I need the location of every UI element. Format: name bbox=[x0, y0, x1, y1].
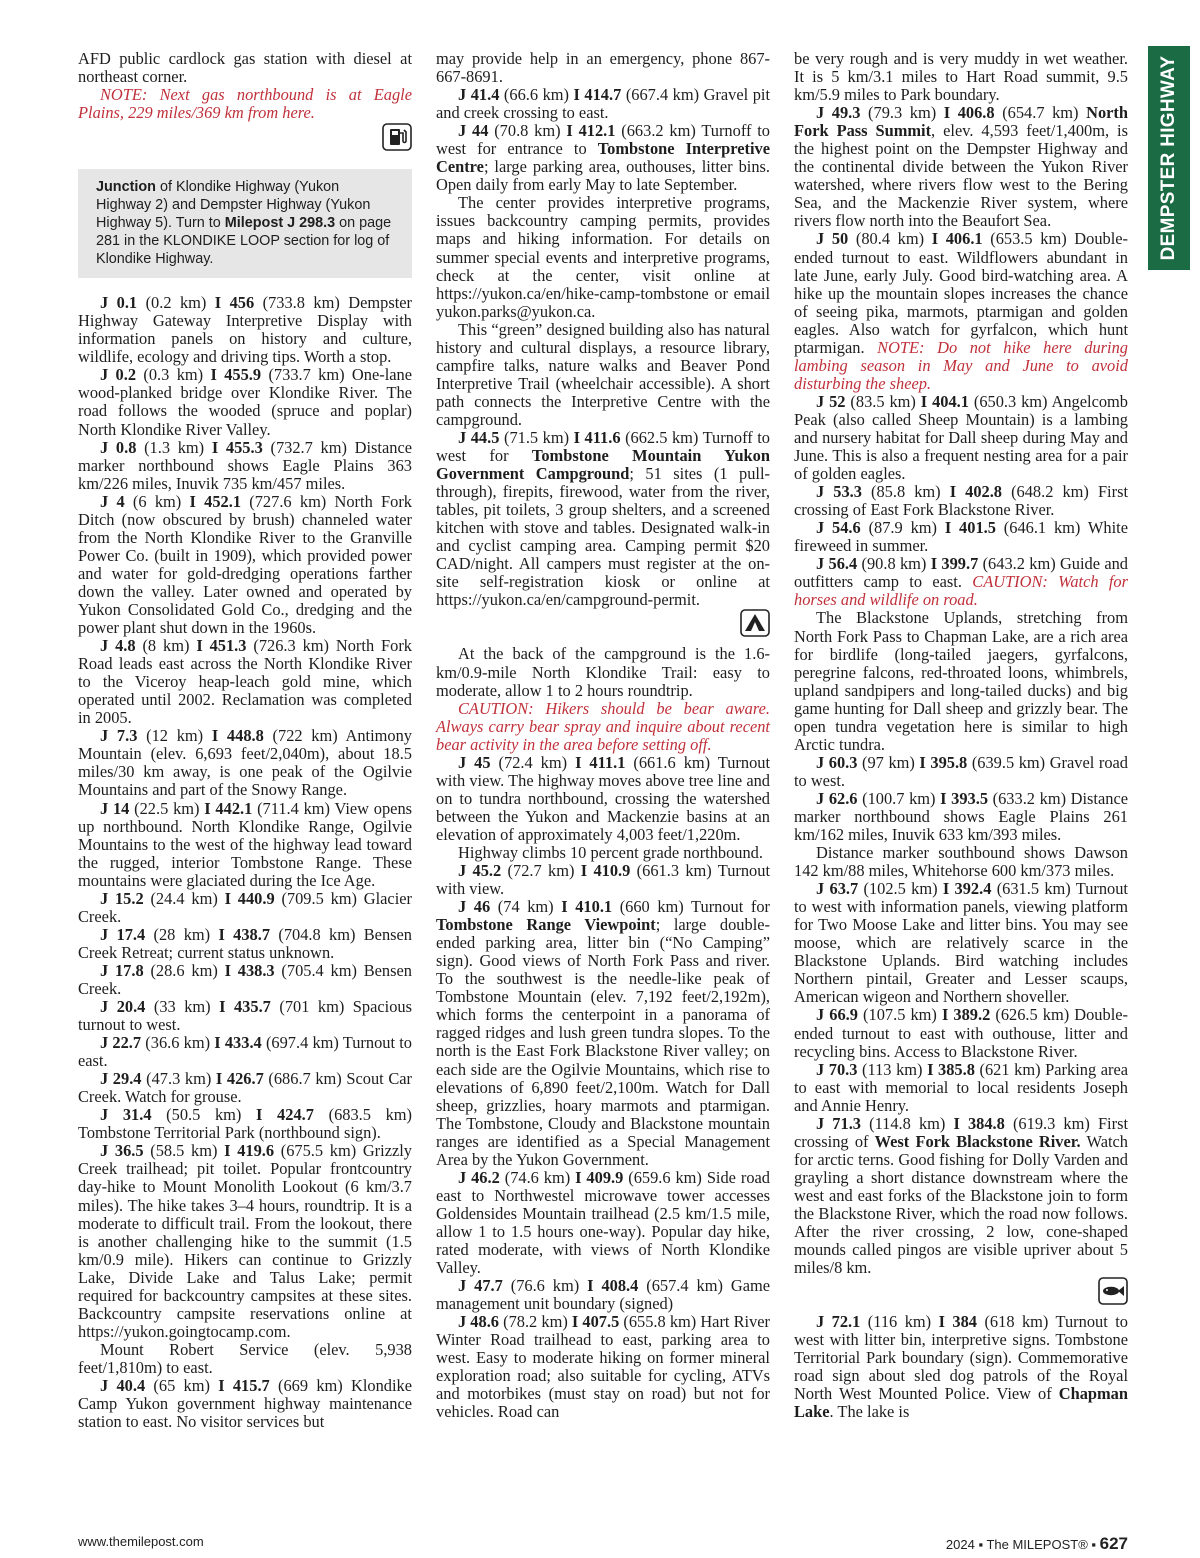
log-entry bbox=[794, 754, 1128, 790]
milepost-j: J 44 bbox=[458, 121, 489, 141]
log-entry bbox=[78, 493, 412, 637]
log-entry bbox=[794, 1006, 1128, 1060]
milepost-j: J 70.3 bbox=[816, 1059, 858, 1079]
milepost-j: J 4 bbox=[100, 491, 125, 511]
gas-note: NOTE: Next gas northbound is at Eagle Plains, 229 miles/369 km from here. bbox=[78, 85, 412, 123]
junction-box bbox=[78, 169, 412, 278]
gas-icon-wrap bbox=[78, 123, 412, 151]
milepost-j: J 22.7 bbox=[100, 1033, 142, 1053]
trail-paragraph: At the back of the campground is the 1.6-km/0.9-mile North Klondike Trail: easy to moderate, allow 1 to 2 hours roundtrip. bbox=[436, 644, 770, 700]
footer-website: www.themilepost.com bbox=[78, 1534, 204, 1549]
log-entry bbox=[436, 1277, 770, 1313]
milepost-i: I 411.1 bbox=[575, 752, 626, 772]
milepost-km: (66.6 km) bbox=[499, 85, 574, 105]
entry-text: (648.2 km) First crossing of East Fork Blackstone River. bbox=[794, 482, 1129, 520]
milepost-i: I 410.9 bbox=[580, 861, 631, 881]
milepost-j: J 0.8 bbox=[100, 437, 137, 457]
milepost-i: I 406.1 bbox=[931, 229, 983, 249]
entry-text: (704.8 km) Bensen Creek Retreat; current status unknown. bbox=[78, 924, 412, 962]
milepost-km: (28 km) bbox=[145, 924, 219, 944]
milepost-km: (100.7 km) bbox=[857, 788, 941, 808]
milepost-j: J 45.2 bbox=[458, 861, 502, 881]
milepost-j: J 56.4 bbox=[816, 554, 858, 574]
milepost-km: (85.8 km) bbox=[861, 482, 950, 502]
milepost-i: I 442.1 bbox=[204, 798, 253, 818]
milepost-i: I 385.8 bbox=[927, 1059, 975, 1079]
entry-text: (643.2 km) Guide and outfitters camp to east. bbox=[794, 554, 1129, 592]
milepost-j: J 20.4 bbox=[100, 997, 146, 1017]
mount-robert-text: Mount Robert Service (elev. 5,938 feet/1,810m) to east. bbox=[78, 1339, 412, 1377]
milepost-j: J 71.3 bbox=[816, 1113, 861, 1133]
entry-text: (661.6 km) Turnout with view. The highway moves above tree line and on to tundra northbound, crossing the watershed between the Yukon and Mackenzie basins at an elevation of approximately 4,003 feet/1,220m. bbox=[436, 752, 771, 844]
milepost-j: J 66.9 bbox=[816, 1005, 858, 1025]
milepost-j: J 45 bbox=[458, 752, 491, 772]
log-entry bbox=[436, 862, 770, 898]
column-1-entries bbox=[78, 294, 412, 1341]
milepost-j: J 52 bbox=[816, 391, 846, 411]
footer-page-info bbox=[946, 1534, 1128, 1554]
grade-paragraph: Highway climbs 10 percent grade northbound. bbox=[458, 842, 763, 862]
continued-text: be very rough and is very muddy in wet weather. It is 5 km/3.1 miles to Hart Road summit, 9.5 km/5.9 miles to Park boundary. bbox=[794, 49, 1128, 105]
place-name: North Fork Pass Summit bbox=[794, 103, 1128, 141]
wildlife-caution: CAUTION: Watch for horses and wildlife on road. bbox=[794, 572, 1128, 610]
milepost-km: (0.3 km) bbox=[136, 365, 211, 385]
milepost-j: J 36.5 bbox=[100, 1141, 144, 1161]
entry-text: (683.5 km) Tombstone Territorial Park (northbound sign). bbox=[78, 1105, 412, 1143]
milepost-km: (8 km) bbox=[135, 636, 197, 656]
milepost-j: J 7.3 bbox=[100, 726, 138, 746]
intro-text: AFD public cardlock gas station with diesel at northeast corner. bbox=[78, 49, 412, 87]
milepost-km: (28.6 km) bbox=[143, 960, 225, 980]
column-3 bbox=[794, 50, 1128, 1421]
page-number: 627 bbox=[1099, 1534, 1128, 1553]
entry-text: (631.5 km) Turnout to west with information panels, viewing platform for Two Moose Lake and litter bins. You may see moose, which are relatively scarce in the Blackstone Uplands. Bird watching includes Northern pintail, Greater and Lesser scaups, American wigeon and Northern shoveller. bbox=[794, 879, 1128, 1007]
milepost-km: (74 km) bbox=[490, 897, 562, 917]
milepost-j: J 47.7 bbox=[458, 1276, 503, 1296]
milepost-i: I 456 bbox=[214, 293, 255, 313]
place-name: Tombstone Mountain Yukon Government Campground bbox=[436, 446, 770, 484]
entry-text: , elev. 4,593 feet/1,400m, is the highest point on the Dempster Highway and the continental divide between the Yukon River watershed, where rivers flow west to the Bering Sea, and the Mackenzie River system, where rivers flow north into the Beaufort Sea. bbox=[794, 121, 1128, 231]
entry-text: ; large parking area, outhouses, litter bins. Open daily from early May to late September. bbox=[436, 157, 770, 195]
log-entry bbox=[794, 880, 1128, 1006]
milepost-i: I 435.7 bbox=[219, 997, 271, 1017]
log-entry bbox=[78, 1070, 412, 1106]
milepost-km: (12 km) bbox=[137, 726, 212, 746]
log-entry bbox=[78, 1034, 412, 1070]
log-entry bbox=[78, 926, 412, 962]
uplands-paragraph: The Blackstone Uplands, stretching from North Fork Pass to Chapman Lake, are a rich area for birdlife (long-tailed jaegers, gyrfalcons, peregrine falcons, red-throated loons, whimbrels, upland sandpipers and long-tailed ducks) and big game hunting for Dall sheep and grizzly bear. The open tundra vegetation here is similar to high Arctic tundra. bbox=[794, 608, 1128, 754]
log-entry bbox=[78, 1377, 412, 1431]
milepost-km: (0.2 km) bbox=[137, 293, 215, 313]
milepost-j: J 17.8 bbox=[100, 960, 144, 980]
milepost-i: I 455.3 bbox=[211, 437, 263, 457]
milepost-i: I 419.6 bbox=[224, 1141, 275, 1161]
milepost-km: (50.5 km) bbox=[151, 1105, 257, 1125]
milepost-j: J 49.3 bbox=[816, 103, 861, 123]
column-2 bbox=[436, 50, 770, 1421]
log-entry bbox=[78, 439, 412, 493]
section-tab-label: DEMPSTER HIGHWAY bbox=[1158, 55, 1179, 261]
milepost-km: (6 km) bbox=[124, 491, 190, 511]
junction-text-2: on page 281 in the KLONDIKE LOOP section for log of Klondike Highway. bbox=[96, 215, 392, 268]
milepost-j: J 62.6 bbox=[816, 788, 858, 808]
entry-text: (732.7 km) Distance marker northbound shows Eagle Plains 363 km/226 miles, Inuvik 735 km/457 miles. bbox=[78, 437, 412, 493]
entry-text: ; large double-ended parking area, litter bin (“No Camping” sign). Good views of North Fork Pass and river. To the southwest is the needle-like peak of Tombstone Mountain (elev. 7,192 feet/2,192m), which forms the centerpoint in a panorama of ragged ridges and lush green tundra slopes. To the north is the East Fork Blackstone River valley; on each side are the Ogilvie Mountains, which rise to elevations of 6,890 feet/2,100m. Watch for Dall sheep, grizzlies, hoary marmots and ptarmigan. The Tombstone, Cloudy and Blackstone mountain ranges are identified as a Special Management Area by the Yukon Government. bbox=[436, 915, 770, 1169]
lambing-note: NOTE: Do not hike here during lambing season in May and June to avoid disturbing the sheep. bbox=[794, 337, 1128, 393]
milepost-j: J 0.2 bbox=[100, 365, 137, 385]
milepost-i: I 438.7 bbox=[218, 924, 271, 944]
log-entry bbox=[794, 555, 1128, 609]
milepost-j: J 50 bbox=[816, 229, 849, 249]
entry-text: . The lake is bbox=[829, 1402, 910, 1422]
milepost-i: I 404.1 bbox=[920, 391, 969, 411]
entry-text: (701 km) Spacious turnout to west. bbox=[78, 997, 412, 1035]
entry-text: (667.4 km) Gravel pit and creek crossing to east. bbox=[436, 85, 771, 123]
log-entry bbox=[78, 962, 412, 998]
milepost-i: I 402.8 bbox=[949, 482, 1003, 502]
entry-text: (669 km) Klondike Camp Yukon government highway maintenance station to east. No visitor services but bbox=[78, 1376, 413, 1432]
milepost-km: (33 km) bbox=[145, 997, 220, 1017]
milepost-km: (36.6 km) bbox=[141, 1033, 215, 1053]
milepost-km: (22.5 km) bbox=[129, 798, 205, 818]
log-entry bbox=[78, 998, 412, 1034]
milepost-km: (78.2 km) bbox=[499, 1312, 572, 1332]
milepost-km: (113 km) bbox=[857, 1059, 928, 1079]
milepost-i: I 451.3 bbox=[196, 636, 247, 656]
milepost-j: J 53.3 bbox=[816, 482, 862, 502]
junction-text-1: of Klondike Highway (Yukon Highway 2) and Dempster Highway (Yukon Highway 5). Turn to bbox=[96, 179, 371, 232]
milepost-km: (83.5 km) bbox=[845, 391, 921, 411]
gas-pump-icon bbox=[382, 123, 412, 151]
milepost-i: I 415.7 bbox=[218, 1376, 270, 1395]
milepost-km: (87.9 km) bbox=[860, 518, 945, 538]
junction-label: Junction bbox=[96, 179, 156, 196]
entry-text: (621 km) Parking area to east with memorial to local residents Joseph and Annie Henry. bbox=[794, 1059, 1129, 1115]
milepost-i: I 410.1 bbox=[561, 897, 613, 917]
log-entry bbox=[78, 800, 412, 890]
log-entry bbox=[436, 429, 770, 609]
section-side-tab bbox=[1148, 46, 1190, 270]
entry-text: (659.6 km) Side road east to Northwestel microwave tower accesses Goldensides Mountain trailhead (2.5 km/1.5 mile, allow 1 to 1.5 hours one-way). Popular day hike, rated moderate, with views of North Klondike Valley. bbox=[436, 1167, 770, 1278]
camp-icon-wrap bbox=[436, 609, 770, 637]
entry-text: (618 km) Turnout to west with litter bin, interpretive signs. Tombstone Territorial Park boundary (sign). Commemorative road sign about sled dog patrols of the Royal North West Mounted Police. View of bbox=[794, 1312, 1128, 1404]
log-entry bbox=[436, 1169, 770, 1277]
fish-icon-wrap bbox=[794, 1277, 1128, 1305]
milepost-i: I 399.7 bbox=[930, 554, 979, 574]
milepost-i: I 414.7 bbox=[573, 85, 622, 105]
milepost-km: (47.3 km) bbox=[141, 1069, 216, 1089]
milepost-j: J 41.4 bbox=[458, 85, 500, 105]
milepost-j: J 31.4 bbox=[100, 1105, 152, 1125]
milepost-i: I 411.6 bbox=[573, 427, 621, 447]
milepost-km: (107.5 km) bbox=[857, 1005, 942, 1025]
log-entry bbox=[436, 122, 770, 194]
milepost-i: I 433.4 bbox=[214, 1033, 262, 1053]
milepost-km: (102.5 km) bbox=[858, 879, 943, 899]
milepost-j: J 17.4 bbox=[100, 924, 146, 944]
log-entry bbox=[794, 519, 1128, 555]
milepost-i: I 440.9 bbox=[224, 888, 275, 908]
milepost-i: I 393.5 bbox=[940, 788, 989, 808]
milepost-j: J 40.4 bbox=[100, 1376, 146, 1395]
log-entry bbox=[78, 366, 412, 438]
milepost-km: (79.3 km) bbox=[860, 103, 944, 123]
milepost-km: (90.8 km) bbox=[857, 554, 931, 574]
log-entry bbox=[436, 898, 770, 1169]
entry-text: (705.4 km) Bensen Creek. bbox=[78, 960, 412, 998]
southbound-paragraph: Distance marker southbound shows Dawson 142 km/88 miles, Whitehorse 600 km/373 miles. bbox=[794, 843, 1128, 881]
log-entry bbox=[794, 393, 1128, 483]
log-entry bbox=[794, 790, 1128, 844]
milepost-km: (65 km) bbox=[145, 1376, 219, 1395]
milepost-i: I 406.8 bbox=[943, 103, 995, 123]
milepost-km: (80.4 km) bbox=[848, 229, 932, 249]
entry-text: (619.3 km) First crossing of bbox=[794, 1113, 1128, 1151]
milepost-i: I 452.1 bbox=[189, 491, 242, 511]
milepost-j: J 63.7 bbox=[816, 879, 859, 899]
log-entry bbox=[78, 637, 412, 727]
entry-text: (654.7 km) bbox=[994, 103, 1087, 123]
milepost-i: I 412.1 bbox=[566, 121, 616, 141]
entry-text: ; 51 sites (1 pull-through), firepits, firewood, water from the river, tables, pit toilets, 3 group shelters, and a screened kitchen with stove and tables. Designated walk-in and cyclist camping area. Camping permit $20 CAD/night. All campers must register at the on-site self-registration kiosk or online at https://yukon.ca/en/campground-permit. bbox=[436, 464, 770, 610]
entry-text: (697.4 km) Turnout to east. bbox=[78, 1033, 412, 1071]
milepost-j: J 46 bbox=[458, 897, 491, 917]
milepost-j: J 44.5 bbox=[458, 427, 500, 447]
entry-text: (686.7 km) Scout Car Creek. Watch for grouse. bbox=[78, 1069, 412, 1107]
entry-text: (646.1 km) White fireweed in summer. bbox=[794, 518, 1128, 556]
log-entry bbox=[78, 294, 412, 366]
junction-milepost: Milepost J 298.3 bbox=[224, 215, 336, 232]
milepost-j: J 60.3 bbox=[816, 752, 858, 772]
entry-text: Watch for arctic terns. Good fishing for Dolly Varden and grayling a short distance downstream where the west and east forks of the Blackstone join to form the Blackstone River, which the road now follows. After the river crossing, 2 low, cone-shaped mounds called pingos are visible upriver about 5 miles/8 km. bbox=[794, 1131, 1128, 1278]
entry-text: (660 km) Turnout for bbox=[612, 897, 770, 917]
milepost-i: I 448.8 bbox=[211, 726, 264, 746]
log-entry bbox=[436, 754, 770, 844]
milepost-i: I 438.3 bbox=[224, 960, 275, 980]
entry-text: (633.2 km) Distance marker northbound shows Eagle Plains 261 km/162 miles, Inuvik 633 km/393 miles. bbox=[794, 788, 1128, 845]
footer-publication: 2024 ▪ The MILEPOST® ▪ bbox=[945, 1537, 1096, 1552]
entry-text: (709.5 km) Glacier Creek. bbox=[78, 888, 412, 926]
milepost-j: J 0.1 bbox=[100, 293, 138, 313]
bear-caution: CAUTION: Hikers should be bear aware. Always carry bear spray and inquire about recent bear activity in the area before setting off. bbox=[436, 698, 770, 754]
milepost-km: (97 km) bbox=[857, 752, 920, 772]
log-entry bbox=[794, 1115, 1128, 1277]
milepost-i: I 455.9 bbox=[210, 365, 262, 385]
milepost-km: (116 km) bbox=[860, 1312, 939, 1332]
log-entry bbox=[78, 1106, 412, 1142]
entry-text: (655.8 km) Hart River Winter Road trailhead to east, parking area to west. Easy to moderate hiking on former mineral exploration road; also suitable for cycling, ATVs and motorbikes (must stay on road) but not for vehicles. Road can bbox=[436, 1312, 770, 1422]
milepost-km: (72.4 km) bbox=[490, 752, 576, 772]
milepost-i: I 384.8 bbox=[953, 1113, 1005, 1133]
log-entry bbox=[794, 483, 1128, 519]
milepost-km: (72.7 km) bbox=[501, 861, 581, 881]
milepost-i: I 408.4 bbox=[587, 1276, 639, 1296]
milepost-j: J 29.4 bbox=[100, 1069, 142, 1089]
log-entry bbox=[78, 1142, 412, 1341]
column-1 bbox=[78, 50, 412, 1431]
milepost-km: (70.8 km) bbox=[488, 121, 567, 141]
entry-text: (675.5 km) Grizzly Creek trailhead; pit toilet. Popular frontcountry day-hike to Mount Monolith Lookout (6 km/3.7 miles). The hike takes 3–4 hours, roundtrip. It is a moderate to difficult trail. From the lookout, there is another challenging hike to the summit (1.5 km/0.9 mile). Hikers can continue to Grizzly Lake, Divide Lake and Talus Lake; permit required for backcountry campsites at these sites. Backcountry campsite reservations online at https://yukon.goingtocamp.com. bbox=[78, 1141, 412, 1341]
milepost-km: (58.5 km) bbox=[143, 1141, 225, 1161]
entry-text: (727.6 km) North Fork Ditch (now obscured by brush) channeled water from the North Klondike River to the Granville Power Co. (built in 1909), which provided power and water for gold-dredging operations farther down the valley. Later owned and operated by Yukon Consolidated Gold Co., dredging and the power plant shut down in the 1960s. bbox=[78, 491, 412, 638]
entry-text: (711.4 km) View opens up northbound. North Klondike Range, Ogilvie Mountains to the west of the highway lead toward the rugged, interior Tombstone Range. These mountains were glaciated during the Ice Age. bbox=[78, 798, 413, 890]
milepost-j: J 54.6 bbox=[816, 518, 861, 538]
milepost-km: (76.6 km) bbox=[502, 1276, 588, 1296]
place-name: West Fork Blackstone River. bbox=[874, 1131, 1081, 1151]
milepost-j: J 48.6 bbox=[458, 1312, 499, 1332]
milepost-i: I 392.4 bbox=[942, 879, 992, 899]
entry-text: (626.5 km) Double-ended turnout to east with outhouse, litter and recycling bins. Access to Blackstone River. bbox=[794, 1005, 1128, 1061]
continued-text: may provide help in an emergency, phone 867-667-8691. bbox=[436, 49, 770, 87]
milepost-i: I 426.7 bbox=[215, 1069, 264, 1089]
log-entry bbox=[78, 890, 412, 926]
log-entry bbox=[78, 727, 412, 799]
milepost-km: (71.5 km) bbox=[499, 427, 574, 447]
entry-text: (657.4 km) Game management unit boundary (signed) bbox=[436, 1276, 770, 1314]
milepost-i: I 395.8 bbox=[919, 752, 968, 772]
milepost-i: I 384 bbox=[938, 1312, 978, 1332]
milepost-j: J 72.1 bbox=[816, 1312, 861, 1332]
milepost-j: J 15.2 bbox=[100, 888, 144, 908]
milepost-j: J 4.8 bbox=[100, 636, 136, 656]
green-building-paragraph: This “green” designed building also has natural history and cultural displays, a resource library, campfire talks, nature walks and Beaver Pond Interpretive Trail (wheelchair accessible). A short path connects the Interpretive Centre with the campground. bbox=[436, 319, 770, 429]
milepost-km: (114.8 km) bbox=[861, 1113, 954, 1133]
entry-text: (733.8 km) Dempster Highway Gateway Interpretive Display with information panels on history and culture, wildlife, ecology and driving tips. Worth a stop. bbox=[78, 293, 412, 367]
place-name: Chapman Lake bbox=[794, 1384, 1128, 1422]
log-entry bbox=[794, 230, 1128, 392]
entry-text: (650.3 km) Angelcomb Peak (also called Sheep Mountain) is a lambing and nursery habitat for Dall sheep during May and June. This is also a frequent nesting area for a pair of golden eagles. bbox=[794, 391, 1128, 484]
entry-text: (661.3 km) Turnout with view. bbox=[436, 861, 771, 899]
milepost-km: (24.4 km) bbox=[143, 888, 225, 908]
entry-text: (662.5 km) Turnoff to west for bbox=[436, 427, 771, 466]
log-entry bbox=[436, 86, 770, 122]
place-name: Tombstone Range Viewpoint bbox=[436, 915, 656, 935]
milepost-km: (74.6 km) bbox=[499, 1167, 576, 1187]
entry-text: (639.5 km) Gravel road to west. bbox=[794, 752, 1128, 790]
fishing-icon bbox=[1098, 1277, 1128, 1305]
milepost-j: J 46.2 bbox=[458, 1167, 500, 1187]
log-entry bbox=[794, 1313, 1128, 1421]
milepost-i: I 407.5 bbox=[571, 1312, 620, 1332]
entry-text: (733.7 km) One-lane wood-planked bridge over Klondike River. The road follows the wooded (spruce and poplar) North Klondike River Valley. bbox=[78, 365, 412, 439]
entry-text: (722 km) Antimony Mountain (elev. 6,693 feet/2,040m), about 18.5 miles/30 km away, is one peak of the Ogilvie Mountains and part of the Snowy Range. bbox=[78, 726, 412, 800]
milepost-i: I 401.5 bbox=[944, 518, 996, 538]
center-paragraph: The center provides interpretive programs, issues backcountry camping permits, provides maps and hiking information. For details on summer special events and interpretive programs, check at the center, visit online at https://yukon.ca/en/hike-camp-tombstone or email yukon.parks@yukon.ca. bbox=[436, 193, 770, 321]
milepost-i: I 409.9 bbox=[575, 1167, 624, 1187]
campground-icon bbox=[740, 609, 770, 637]
log-entry bbox=[794, 104, 1128, 230]
milepost-j: J 14 bbox=[100, 798, 130, 818]
log-entry bbox=[794, 1061, 1128, 1115]
entry-text: (726.3 km) North Fork Road leads east across the North Klondike River to the Viceroy heap-leach gold mine, which operated until 2002. Reclamation was completed in 2005. bbox=[78, 636, 412, 728]
milepost-i: I 424.7 bbox=[256, 1105, 314, 1125]
milepost-km: (1.3 km) bbox=[136, 437, 212, 457]
place-name: Tombstone Interpretive Centre bbox=[436, 139, 770, 177]
milepost-i: I 389.2 bbox=[941, 1005, 991, 1025]
entry-text: (663.2 km) Turnoff to west for entrance to bbox=[436, 121, 771, 159]
log-entry bbox=[436, 1313, 770, 1421]
entry-text: (653.5 km) Double-ended turnout to east. Wildflowers abundant in late June, early July. Good bird-watching area. A hike up the mountain slopes increases the chance of seeing pika, marmots, ptarmigan and golden eagles. Also watch for gyrfalcon, which hunt ptarmigan. bbox=[794, 229, 1129, 357]
